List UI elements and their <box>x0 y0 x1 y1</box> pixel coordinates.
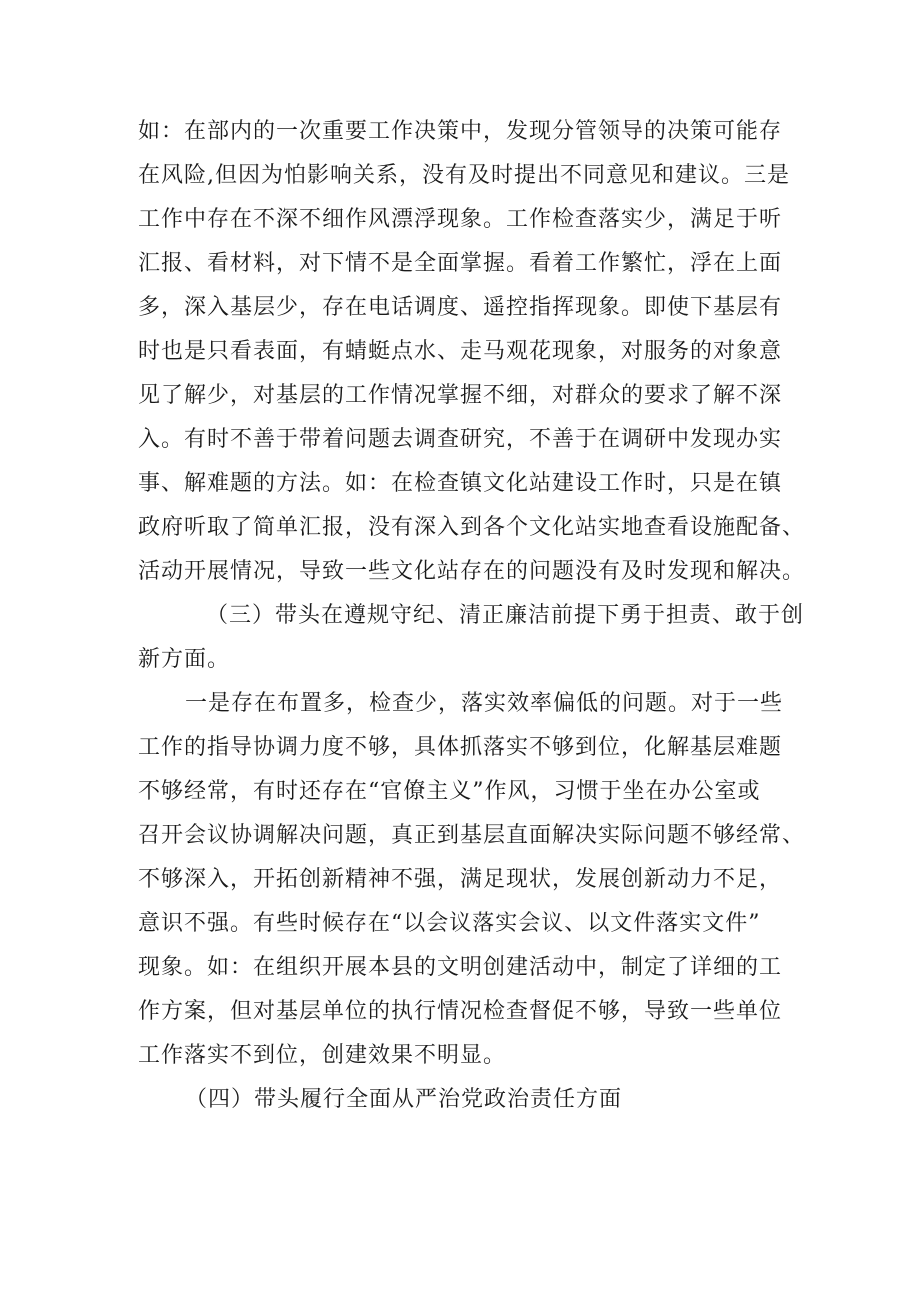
paragraph-line: 作方案，但对基层单位的执行情况检查督促不够，导致一些单位 <box>138 999 783 1024</box>
paragraph-line: 召开会议协调解决问题，真正到基层直面解决实际问题不够经常、 <box>138 823 806 848</box>
paragraph-line: 政府听取了简单汇报，没有深入到各个文化站实地查看设施配备、 <box>138 515 806 540</box>
paragraph-line: 汇报、看材料，对下情不是全面掌握。看着工作繁忙，浮在上面 <box>138 251 783 276</box>
paragraph-line: 见了解少，对基层的工作情况掌握不细，对群众的要求了解不深 <box>138 383 783 408</box>
paragraph-line: 活动开展情况，导致一些文化站存在的问题没有及时发现和解决。 <box>138 559 806 584</box>
section-heading-4: （四）带头履行全面从严治党政治责任方面 <box>185 1087 623 1112</box>
paragraph-line: 如：在部内的一次重要工作决策中，发现分管领导的决策可能存 <box>138 119 783 144</box>
paragraph-line: 不够深入，开拓创新精神不强，满足现状，发展创新动力不足， <box>138 867 783 892</box>
paragraph-line: 在风险,但因为怕影响关系，没有及时提出不同意见和建议。三是 <box>138 163 790 188</box>
paragraph-line: 工作中存在不深不细作风漂浮现象。工作检查落实少，满足于听 <box>138 207 783 232</box>
paragraph-line: 现象。如：在组织开展本县的文明创建活动中，制定了详细的工 <box>138 955 783 980</box>
section-heading-3: （三）带头在遵规守纪、清正廉洁前提下勇于担责、敢于创 <box>206 603 805 628</box>
paragraph-line: 意识不强。有些时候存在“以会议落实会议、以文件落实文件” <box>138 911 761 936</box>
paragraph-line: 不够经常，有时还存在“官僚主义”作风，习惯于坐在办公室或 <box>138 779 761 804</box>
paragraph-line: 事、解难题的方法。如：在检查镇文化站建设工作时，只是在镇 <box>138 471 783 496</box>
paragraph-line: 工作落实不到位，创建效果不明显。 <box>138 1043 507 1068</box>
paragraph-line: 工作的指导协调力度不够，具体抓落实不够到位，化解基层难题 <box>138 735 783 760</box>
paragraph-line: 入。有时不善于带着问题去调查研究，不善于在调研中发现办实 <box>138 427 783 452</box>
paragraph-line: 一是存在布置多，检查少，落实效率偏低的问题。对于一些 <box>185 691 784 716</box>
paragraph-line: 多，深入基层少，存在电话调度、遥控指挥现象。即使下基层有 <box>138 295 783 320</box>
section-heading-3-cont: 新方面。 <box>138 647 231 672</box>
paragraph-line: 时也是只看表面，有蜻蜓点水、走马观花现象，对服务的对象意 <box>138 339 783 364</box>
